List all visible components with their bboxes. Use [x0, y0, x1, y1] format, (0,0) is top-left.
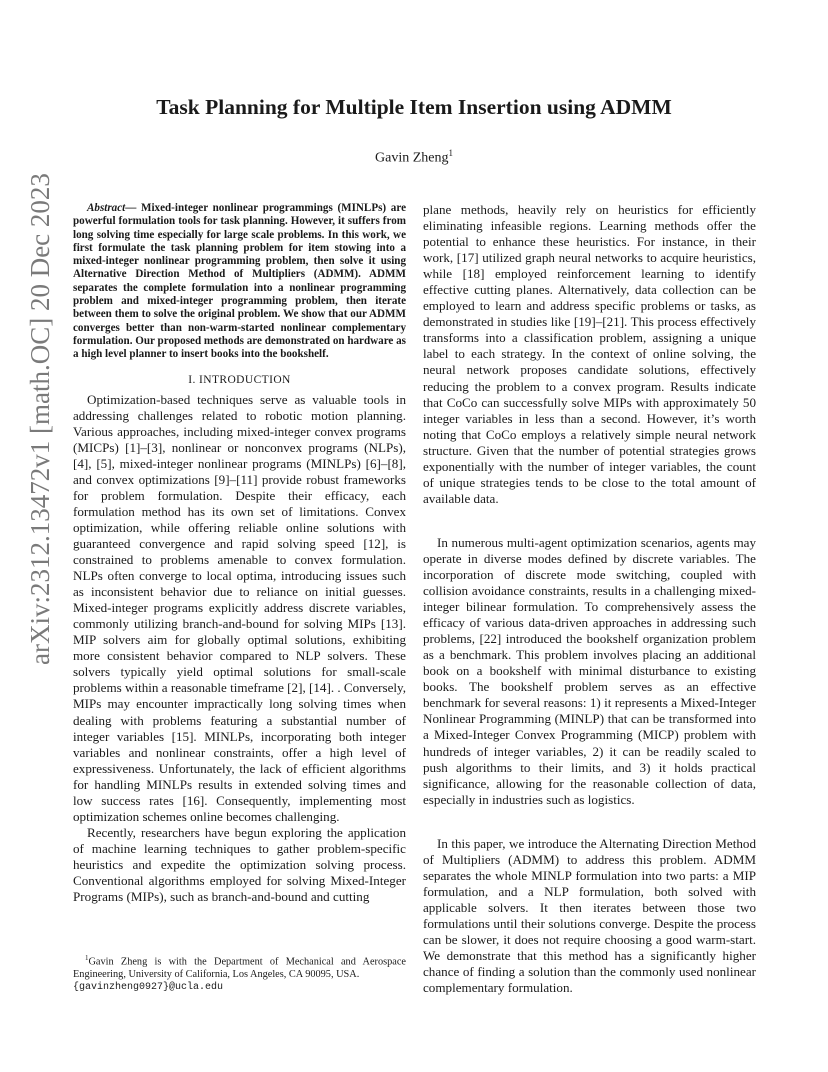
footnote: [73, 952, 406, 994]
abstract-text: — Mixed-integer nonlinear programmings (MINLPs) are powerful formulation tools for task planning. However, it suffers from long solving time especially for large scale problems. In this work, we first formulate the task planning problem for item stowing into a mixed-integer nonlinear programming problem, then solve it using Alternative Direction Method of Multipliers (ADMM). ADMM separates the complete formulation into a nonlinear programming problem and mixed-integer programming problem, then iterate between them to solve the original problem. We show that our ADMM converges better than non-warm-started nonlinear complementary formulation. Our proposed methods are demonstrated on hardware as a high level planner to insert books into the bookshelf.: [73, 202, 406, 361]
paragraph: Optimization-based techniques serve as valuable tools in addressing challenges related to robotic motion planning. Various approaches, including mixed-integer convex programs (MICPs) [1]–[3], nonlinear or nonconvex programs (NLPs), [4], [5], mixed-integer nonlinear programs (MINLPs) [6]–[8], and convex optimizations [9]–[11] provide robust frameworks for problem formulation. Despite their efficacy, each formulation method has its own set of limitations. Convex optimization, while offering reliable online solutions with guaranteed convergence and rapid solving speed [12], is constrained to problems amenable to convex formulation. NLPs often converge to local optima, introducing issues such as inconsistent behavior due to reliance on initial guesses. Mixed-integer programs explicitly address discrete variables, commonly utilizing branch-and-bound for solving MIPs [13]. MIP solvers aim for globally optimal solutions, exhibiting more consistent behavior compared to NLP solvers. These solvers typically yield optimal solutions for small-scale problems within a reasonable timeframe [2], [14]. . Conversely, MIPs may encounter impractically long solving times when dealing with problems featuring a substantial number of integer variables [15]. MINLPs, incorporating both integer variables and nonlinear constraints, offer a high level of expressiveness. Unfortunately, the lack of efficient algorithms for handling MINLPs results in extended solving times and low success rates [16]. Consequently, implementing most optimization schemes online becomes challenging.: [73, 391, 406, 824]
footnote-text: Gavin Zheng is with the Department of Mechanical and Aerospace Engineering, University of California, Los Angeles, CA 90095, USA.: [73, 956, 406, 981]
footnote-mark: 1: [85, 954, 89, 962]
author-affiliation-mark: 1: [448, 148, 453, 158]
arxiv-identifier: arXiv:2312.13472v1 [math.OC] 20 Dec 2023: [25, 173, 55, 665]
author-name: Gavin Zheng: [375, 150, 449, 166]
paragraph: Recently, researchers have begun exploring the application of machine learning techniques to gather problem-specific heuristics and expedite the optimization solving process. Conventional algorithms employed for solving Mixed-Integer Programs (MIPs), such as branch-and-bound and cutting: [73, 824, 406, 905]
paragraph: In numerous multi-agent optimization scenarios, agents may operate in diverse modes defined by discrete variables. The incorporation of discrete mode switching, coupled with collision avoidance constraints, results in a challenging mixed-integer bilinear formulation. To comprehensively assess the efficacy of various data-driven approaches in addressing such problems, [22] introduced the bookshelf organization problem as a benchmark. This problem involves placing an additional book on a bookshelf with minimal disturbance to existing books. The bookshelf problem serves as an effective benchmark for several reasons: 1) it represents a Mixed-Integer Nonlinear Programming (MINLP) that can be transformed into a Mixed-Integer Convex Programming (MICP) problem with hundreds of integer variables, 2) it can be readily scaled to push algorithms to their limits, and 3) it holds practical significance, allowing for the reasonable collection of data, especially in industries such as logistics.: [423, 534, 756, 807]
author-email[interactable]: {gavinzheng0927}@ucla.edu: [73, 981, 224, 993]
paragraph: plane methods, heavily rely on heuristics for efficiently eliminating infeasible regions. Learning methods offer the potential to enhance these heuristics. For instance, in their work, [17] utilized graph neural networks to acquire heuristics, while [18] employed reinforcement learning to identify effective cutting planes. Alternatively, data collection can be employed to learn and address specific problems or tasks, as demonstrated in studies like [19]–[21]. This process effectively transforms into a classification problem, assigning a unique label to each strategy. In the context of online solving, the neural network proposes candidate solutions, effectively reducing the problem to a convex program. Results indicate that CoCo can successfully solve MIPs with approximately 50 integer variables in less than a second. However, it’s worth noting that CoCo employs a relatively simple neural network structure. Given that the number of potential strategies grows exponentially with the number of integer variables, the count of unique strategies tends to be close to the total amount of available data.: [423, 202, 756, 506]
abstract-label: Abstract: [87, 202, 126, 214]
section-heading-introduction: I. INTRODUCTION: [188, 373, 291, 386]
paragraph: In this paper, we introduce the Alternating Direction Method of Multipliers (ADMM) to address this problem. ADMM separates the whole MINLP formulation into two parts: a MIP formulation, and a NLP formulation, both solved with applicable solvers. It then iterates between those two formulations until their solutions converge. Despite the process can be slower, it does not require choosing a good warm-start. We demonstrate that this method has a significantly higher chance of finding a solution than the commonly used nonlinear complementary formulation.: [423, 835, 756, 996]
abstract: [73, 202, 406, 362]
paper-title: Task Planning for Multiple Item Insertion using ADMM: [156, 95, 672, 119]
right-column: [423, 202, 756, 996]
author-line: [60, 143, 768, 169]
left-column: [73, 202, 406, 905]
